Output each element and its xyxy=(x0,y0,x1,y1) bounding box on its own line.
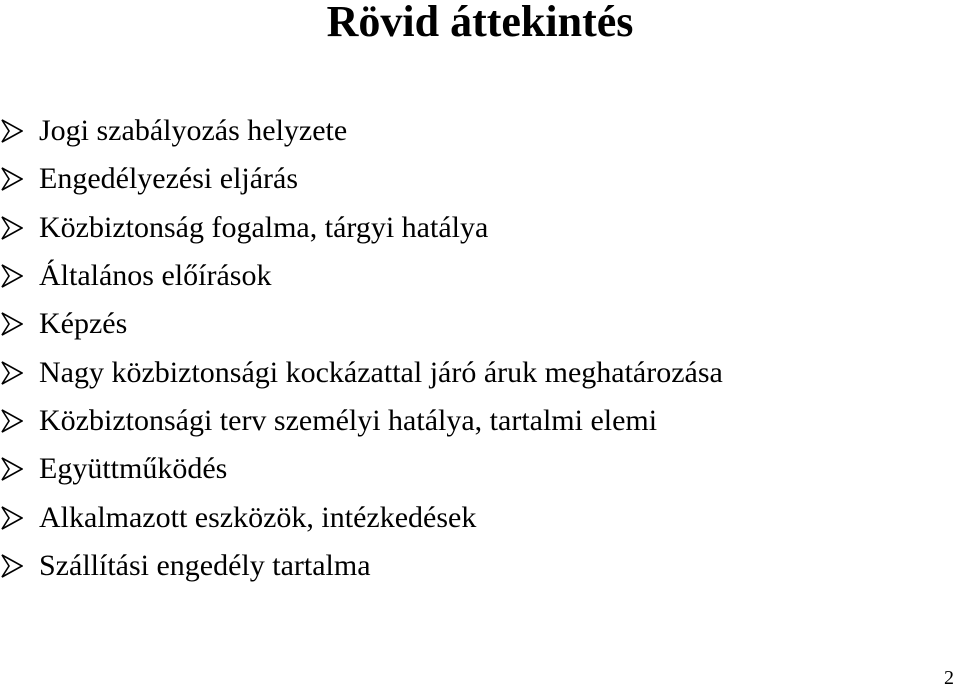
arrowhead-bullet-icon xyxy=(0,167,39,191)
slide-title: Rövid áttekintés xyxy=(326,0,634,46)
list-item xyxy=(0,397,723,445)
list-item xyxy=(0,493,723,541)
arrowhead-bullet-icon xyxy=(0,506,39,530)
page-number: 2 xyxy=(944,667,954,689)
arrowhead-bullet-icon xyxy=(0,361,39,385)
list-item xyxy=(0,204,723,252)
arrowhead-bullet-icon xyxy=(0,119,39,143)
list-item xyxy=(0,155,723,203)
list-item xyxy=(0,348,723,396)
list-item-text: Alkalmazott eszközök, intézkedések xyxy=(39,500,477,534)
arrowhead-bullet-icon xyxy=(0,409,39,433)
list-item xyxy=(0,300,723,348)
arrowhead-bullet-icon xyxy=(0,457,39,481)
list-item-text: Nagy közbiztonsági kockázattal járó áruk meghatározása xyxy=(39,355,723,389)
list-item-text: Szállítási engedély tartalma xyxy=(39,548,371,582)
arrowhead-bullet-icon xyxy=(0,264,39,288)
list-item-text: Együttműködés xyxy=(39,452,228,486)
list-item xyxy=(0,445,723,493)
list-item-text: Engedélyezési eljárás xyxy=(39,162,299,196)
list-item xyxy=(0,107,723,155)
list-item-text: Jogi szabályozás helyzete xyxy=(39,114,348,148)
bullet-list xyxy=(0,107,723,590)
list-item xyxy=(0,252,723,300)
list-item xyxy=(0,542,723,590)
arrowhead-bullet-icon xyxy=(0,216,39,240)
list-item-text: Képzés xyxy=(39,307,128,341)
list-item-text: Közbiztonsági terv személyi hatálya, tartalmi elemi xyxy=(39,403,658,437)
arrowhead-bullet-icon xyxy=(0,554,39,578)
arrowhead-bullet-icon xyxy=(0,312,39,336)
list-item-text: Általános előírások xyxy=(39,259,272,293)
list-item-text: Közbiztonság fogalma, tárgyi hatálya xyxy=(39,210,489,244)
